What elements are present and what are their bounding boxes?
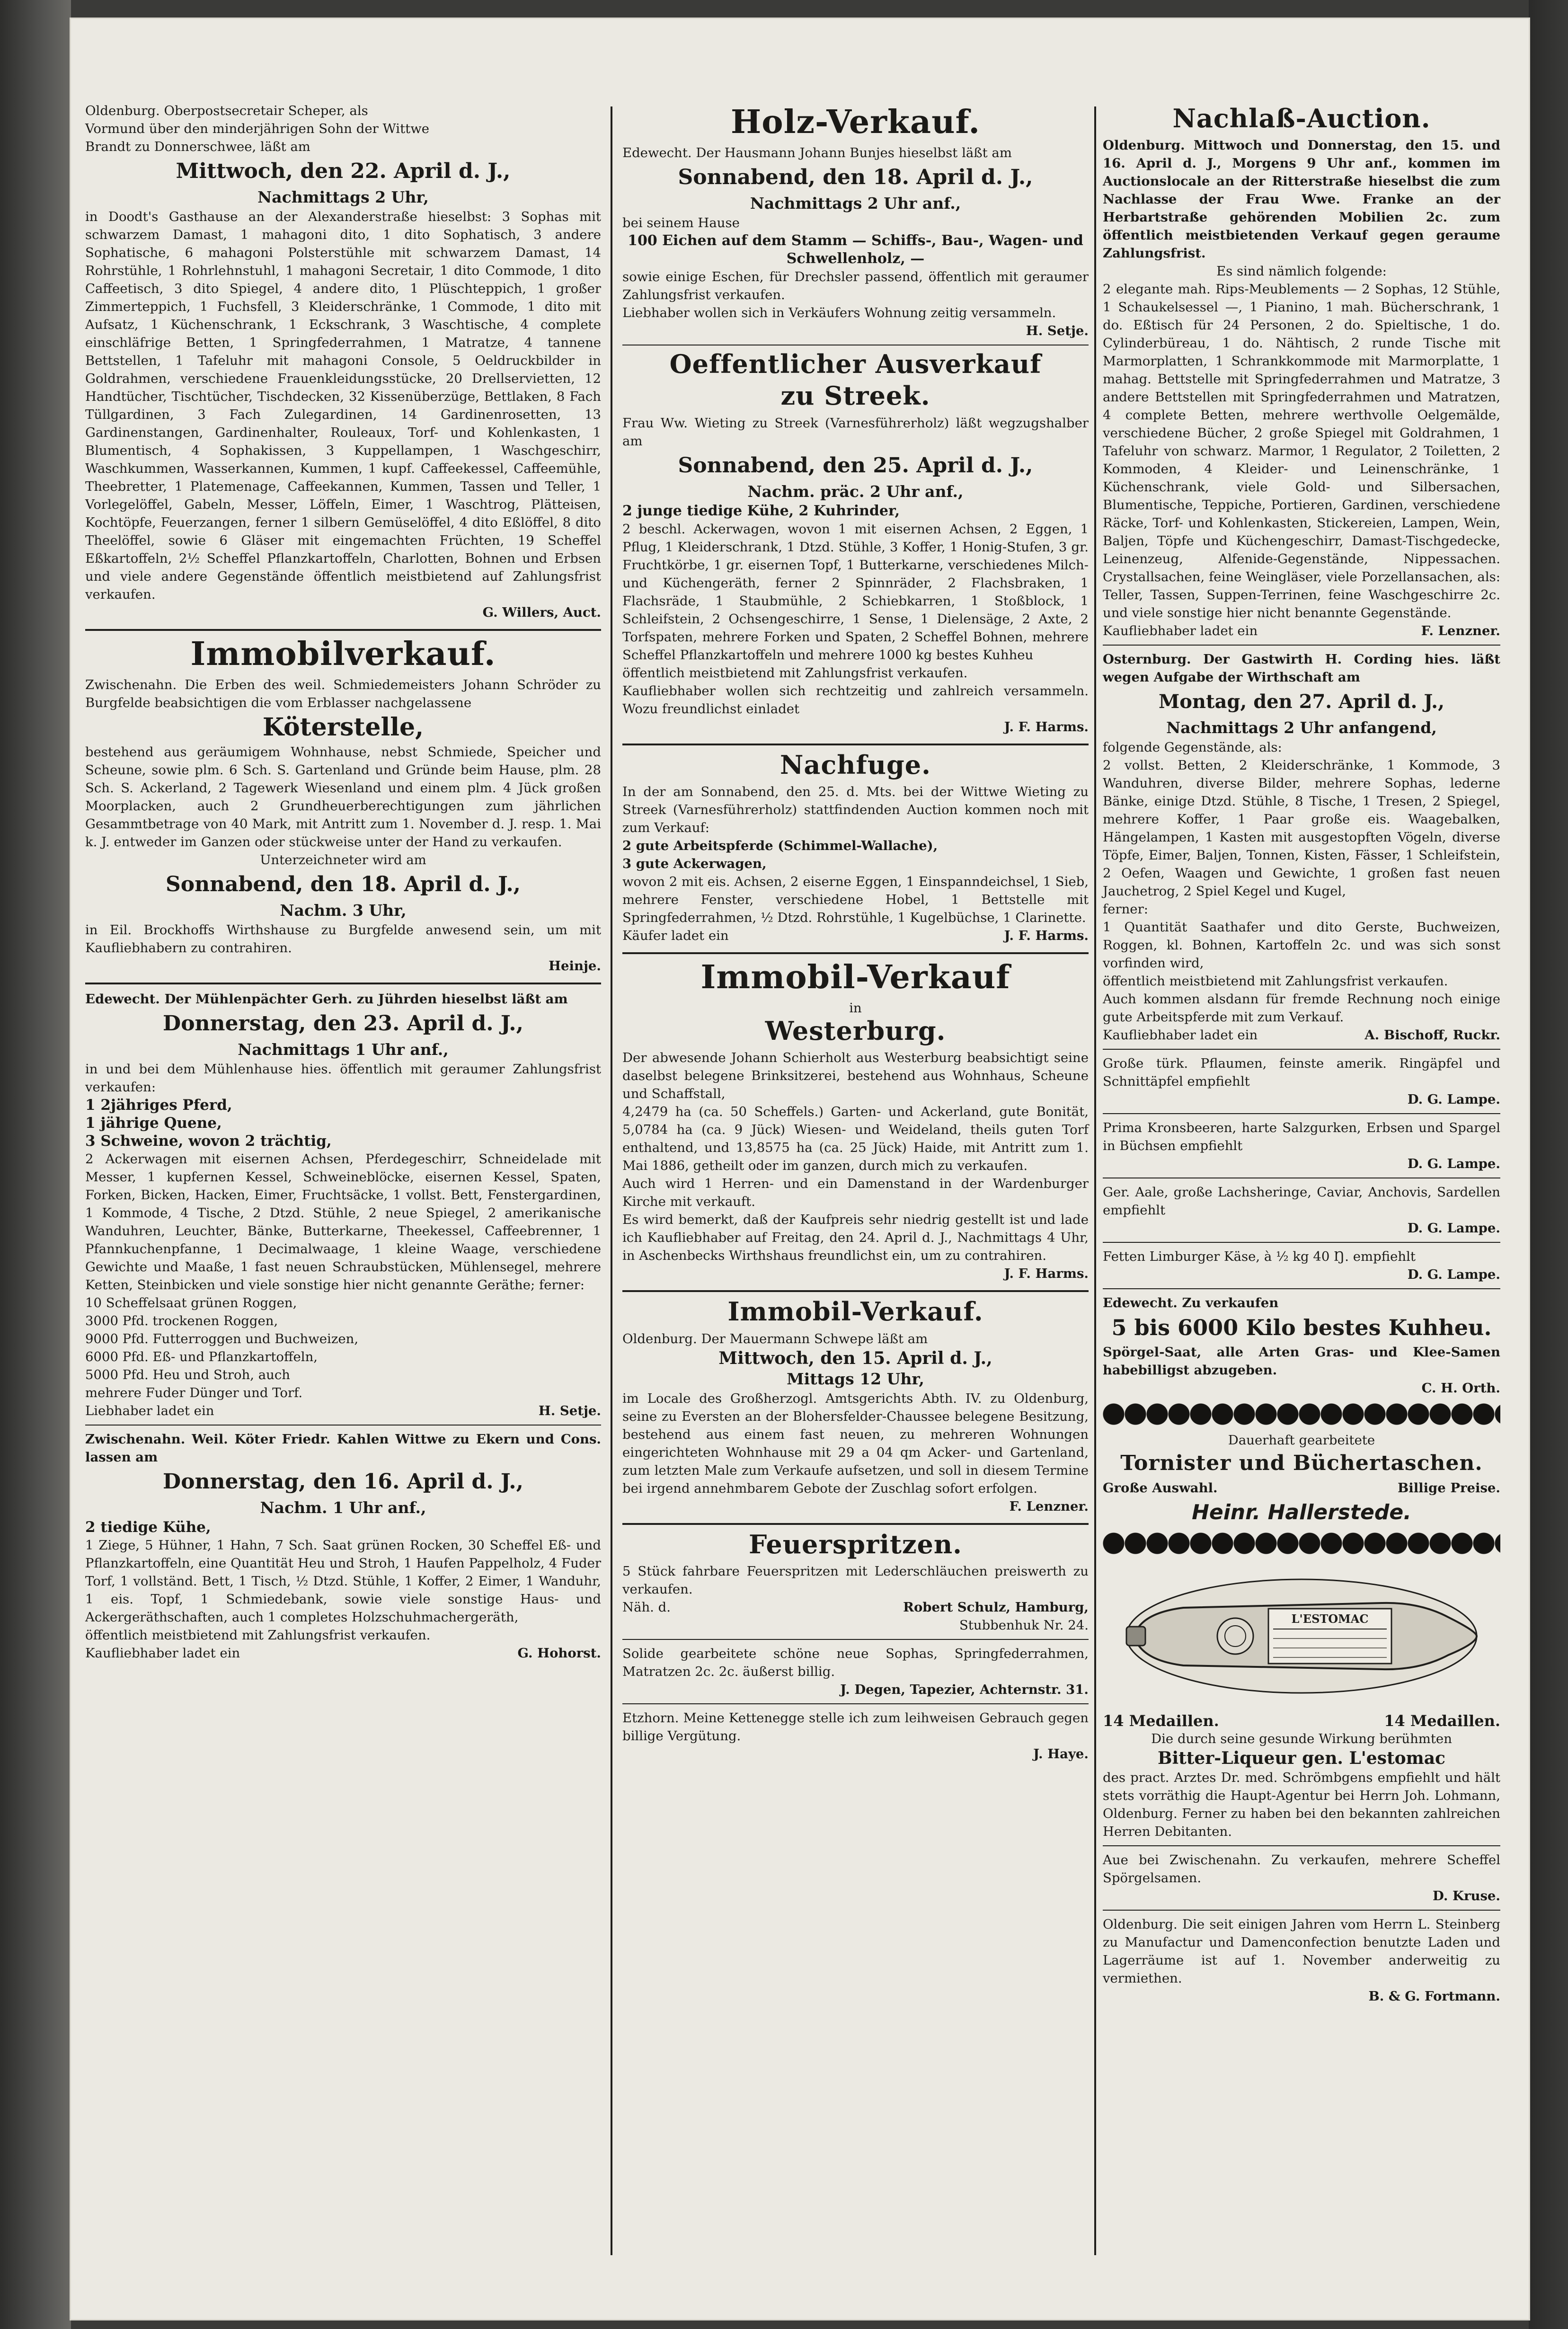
ad-cording-auction	[1103, 650, 1500, 1044]
ad-signature-line	[1103, 622, 1500, 640]
column-right	[1103, 102, 1500, 2009]
ad-haye	[622, 1709, 1089, 1763]
ad-body: sowie einige Eschen, für Drechsler passend, öffentlich mit geraumer Zahlungsfrist verkaufen.	[622, 269, 1089, 302]
ad-feuerspritzen	[622, 1531, 1089, 1634]
ad-headline: Immobil-Verkauf	[700, 958, 1010, 996]
ad-text: Dauerhaft gearbeitete	[1228, 1433, 1375, 1448]
ad-lampe-cheese	[1103, 1248, 1500, 1284]
ad-signature: J. F. Harms.	[1004, 1266, 1089, 1282]
ad-divider	[85, 983, 601, 984]
ad-divider	[622, 952, 1089, 954]
list-item: 5000 Pfd. Heu und Stroh, auch	[85, 1367, 290, 1382]
ad-body: 2 beschl. Ackerwagen, wovon 1 mit eisernen Achsen, 2 Eggen, 1 Pflug, 1 Kleiderschrank, 1 Dtzd. Stühle, 3 Koffer, 1 Honig-Stufen, 3 gr. Fruchtkörbe, 1 gr. eisernen Topf, 1 Butterkarne, verschiedenes Milch- und Küchengeräth, ferner 2 Spinnräder, 2 Flachsbraken, 1 Flachsräde, 1 Staubmühle, 2 Schiebkarren, 1 Stoßblock, 1 Schleifstein, 2 Ochsengeschirre, 1 Sense, 1 Dielensäge, 2 Axte, 2 Torfspaten, mehrere Forken und Spaten, 2 Scheffel Bohnen, mehrere Scheffel Pflanzkartoffeln und mehrere 1000 kg bestes Kuhheu	[622, 521, 1089, 663]
ad-body: in Doodt's Gasthause an der Alexanderstraße hieselbst: 3 Sophas mit schwarzem Damast, 1 mahagoni dito, 1 dito Sophatisch, 3 andere Sophatische, 6 mahagoni Polsterstühle mit schwarzem Damast, 14 Rohrstühle, 1 Rohrlehnstuhl, 1 mahagoni Secretair, 1 dito Commode, 1 dito Caffeetisch, 3 dito Spiegel, 4 andere dito, 1 Plüschteppich, 1 großer Zimmerteppich, 1 Fuchsfell, 3 Kleiderschränke, 1 Commode, 1 dito mit Aufsatz, 1 Küchenschrank, 1 Eckschrank, 3 Waschtische, 4 complete einschläfrige Betten, 1 Springfederrahmen, 1 Matratze, 4 tannene Bettstellen, 1 Tafeluhr mit mahagoni Console, 5 Oeldruckbilder in Goldrahmen, verschiedene Frauenkleidungsstücke, 20 Drellservietten, 12 Handtücher, Tischtücher, Tischdecken, 32 Kissenüberzüge, Bettlaken, 8 Fach Tüllgardinen, 3 Fach Zulegardinen, 14 Gardinenrosetten, 13 Gardinenstangen, Gardinenhalter, Rouleaux, Torf- und Kohlenkasten, 1 Blumentisch, 4 Sophakissen, 3 Kuppellampen, 1 Waschgeschirr, Waschkummen, Wasserkannen, Kummen, 1 kupf. Caffeekessel, Caffeemühle, Theebretter, 1 Platemenage, Caffeekannen, Kummen, Tassen und Teller, 1 Vorlegelöffel, Gabeln, Messer, Löffeln, Eimer, 1 Waschtrog, Plätteisen, Kochtöpfe, Feuerzangen, ferner 1 silbern Gemüselöffel, 4 dito Eßlöffel, 8 dito Theelöffel, sowie 6 Gläser mit eingemachten Früchten, 19 Scheffel Eßkartoffeln, 2½ Scheffel Pflanzkartoffeln, Charlotten, Bohnen und Erbsen und viele andere Gegenstände öffentlich meistbietend auf Zahlungsfrist verkaufen.	[85, 209, 601, 602]
auction-time: Nachmittags 1 Uhr anf.,	[238, 1040, 449, 1059]
ad-body: Zwischenahn. Die Erben des weil. Schmiedemeisters Johann Schröder zu Burgfelde beabsichtigen die vom Erblasser nachgelassene	[85, 677, 601, 710]
auction-date: Donnerstag, den 16. April d. J.,	[163, 1469, 523, 1494]
ad-medals	[1103, 1712, 1500, 1730]
ad-body: Frau Ww. Wieting zu Streek (Varnesführerholz) läßt wegzugshalber am	[622, 415, 1089, 449]
property-name: Köterstelle,	[262, 712, 424, 742]
auction-time: Nachmittags 2 Uhr anfangend,	[1166, 718, 1437, 737]
bottle-label: L'ESTOMAC	[1291, 1612, 1369, 1626]
ad-text: Oldenburg. Oberpostsecretair Scheper, als	[85, 103, 368, 118]
ad-headline: Feuerspritzen.	[749, 1529, 962, 1559]
ad-immobil-oldenburg	[622, 1298, 1089, 1515]
ad-headline: Nachlaß-Auction.	[1172, 103, 1431, 133]
column-rule	[611, 106, 612, 2255]
ad-text: Unterzeichneter wird am	[260, 852, 426, 868]
auction-date: Sonnabend, den 18. April d. J.,	[166, 872, 521, 896]
ad-signature: D. G. Lampe.	[1407, 1221, 1500, 1236]
ad-body: Prima Kronsbeeren, harte Salzgurken, Erbsen und Spargel in Büchsen empfiehlt	[1103, 1120, 1500, 1154]
auction-date: Donnerstag, den 23. April d. J.,	[163, 1011, 523, 1036]
ad-body: 1 Quantität Saathafer und dito Gerste, Buchweizen, Roggen, kl. Bohnen, Kartoffeln 2c. und was sich sonst vorfinden wird,	[1103, 920, 1500, 971]
ad-body: Oldenburg. Die seit einigen Jahren vom Herrn L. Steinberg zu Manufactur und Damenconfection benutzte Laden und Lagerräume ist auf 1. November anderweitig zu vermiethen.	[1103, 1916, 1500, 1986]
ad-text: folgende Gegenstände, als:	[1103, 740, 1282, 755]
ad-divider	[1103, 645, 1500, 646]
ad-highlight: 3 gute Ackerwagen,	[622, 856, 767, 871]
ad-text: in	[849, 1000, 862, 1016]
ad-text: Kaufliebhaber ladet ein	[85, 1645, 240, 1661]
ad-nachlass-auction	[1103, 105, 1500, 640]
ad-signature: D. G. Lampe.	[1407, 1267, 1500, 1283]
ad-text: Große Auswahl.	[1103, 1480, 1218, 1496]
ad-signature: J. Degen, Tapezier, Achternstr. 31.	[840, 1682, 1089, 1697]
ad-text: 14 Medaillen.	[1384, 1711, 1500, 1730]
ad-text: Brandt zu Donnerschwee, läßt am	[85, 139, 310, 154]
list-item: 9000 Pfd. Futterroggen und Buchweizen,	[85, 1331, 359, 1346]
ad-body: In der am Sonnabend, den 25. d. Mts. bei der Wittwe Wieting zu Streek (Varnesführerholz) stattfindenden Auction kommen noch mit zum Verkauf:	[622, 784, 1089, 835]
ad-body: Etzhorn. Meine Kettenegge stelle ich zum leihweisen Gebrauch gegen billige Vergütung.	[622, 1710, 1089, 1744]
list-item: 6000 Pfd. Eß- und Pflanzkartoffeln,	[85, 1349, 318, 1364]
ad-text: Käufer ladet ein	[622, 928, 729, 943]
auction-time: Mittags 12 Uhr,	[787, 1369, 924, 1388]
ad-text: Kaufliebhaber ladet ein	[1103, 1027, 1258, 1043]
ad-signature-line	[85, 1402, 601, 1420]
ad-body: Oldenburg. Der Mauermann Schwepe läßt am	[622, 1331, 928, 1346]
ad-body: des pract. Arztes Dr. med. Schrömbgens empfiehlt und hält stets vorräthig die Haupt-Agentur bei Herrn Joh. Lohmann, Oldenburg. Ferner zu haben bei den bekannten zahlreichen Herren Debitanten.	[1103, 1770, 1500, 1839]
ad-body: Ger. Aale, große Lachsheringe, Caviar, Anchovis, Sardellen empfiehlt	[1103, 1185, 1500, 1218]
ad-body: Spörgel-Saat, alle Arten Gras- und Klee-Samen habebilligst abzugeben.	[1103, 1345, 1500, 1378]
ad-body: wovon 2 mit eis. Achsen, 2 eiserne Eggen, 1 Einspanndeichsel, 1 Sieb, mehrere Fenster, verschiedene Hobel, 1 Bettstelle mit Springfederrahmen, ½ Dtzd. Rohrstühle, 1 Kugelbüchse, 1 Clarinette.	[622, 874, 1089, 925]
ad-signature: G. Willers, Auct.	[482, 605, 601, 620]
ad-signature: A. Bischoff, Ruckr.	[1364, 1027, 1500, 1043]
auction-date: Montag, den 27. April d. J.,	[1158, 691, 1445, 713]
ad-text: Näh. d.	[622, 1599, 671, 1615]
ad-scheper-auction	[85, 102, 601, 621]
list-item: 10 Scheffelsaat grünen Roggen,	[85, 1295, 297, 1311]
ad-body: Oldenburg. Mittwoch und Donnerstag, den 15. und 16. April d. J., Morgens 9 Uhr anf., kommen im Auctionslocale an der Ritterstraße hieselbst die zum Nachlasse der Frau Wwe. Franke an der Herbartstraße gehörenden Mobilien 2c. zum öffentlich meistbietenden Verkauf gegen geraume Zahlungsfrist.	[1103, 138, 1500, 261]
ad-divider	[1103, 1049, 1500, 1050]
ad-holz-verkauf	[622, 105, 1089, 340]
ad-headline: Oeffentlicher Ausverkauf	[669, 348, 1042, 379]
ad-lampe-fish	[1103, 1183, 1500, 1237]
merchant-name: Heinr. Hallerstede.	[1192, 1500, 1411, 1524]
ad-body: Edewecht. Der Hausmann Johann Bunjes hieselbst läßt am	[622, 145, 1012, 160]
ad-body: bestehend aus geräumigem Wohnhause, nebst Schmiede, Speicher und Scheune, sowie plm. 6 Sch. S. Gartenland und Gründe beim Hause, plm. 28 Sch. S. Ackerland, 2 Tagewerk Wiesenland und einem plm. 4 Jück großen Moorplacken, auch 2 Grundheuerberechtigungen zum jährlichen Gesammtbetrage von 40 Mark, mit Antritt zum 1. November d. J. resp. 1. Mai k. J. entweder im Ganzen oder stückweise unter der Hand zu verkaufen.	[85, 744, 601, 850]
ad-divider	[85, 1425, 601, 1426]
auction-time: Nachm. präc. 2 Uhr anf.,	[747, 482, 964, 501]
ad-kahlen-auction	[85, 1430, 601, 1662]
ad-tornister	[1103, 1431, 1500, 1526]
ad-body: in und bei dem Mühlenhause hies. öffentlich mit geraumer Zahlungsfrist verkaufen:	[85, 1061, 601, 1095]
ad-body: im Locale des Großherzogl. Amtsgerichts Abth. IV. zu Oldenburg, seine zu Eversten an der Blohersfelder-Chaussee belegene Besitzung, bestehend aus einem fast neuen, zu mehreren Wohnungen eingerichteten Wohnhause mit 29 a 04 qm Acker- und Gartenland, zum letzten Male zum Verkaufe aufsetzen, und soll in diesem Termine bei irgend annehmbarem Gebote der Zuschlag sofort erfolgen.	[622, 1390, 1089, 1496]
list-item: 2 tiedige Kühe,	[85, 1518, 211, 1536]
auction-date: Sonnabend, den 18. April d. J.,	[678, 165, 1033, 189]
ad-degen	[622, 1645, 1089, 1699]
ad-divider	[1103, 1113, 1500, 1114]
ad-nachfuge	[622, 751, 1089, 945]
ad-body: Zwischenahn. Weil. Köter Friedr. Kahlen Wittwe zu Ekern und Cons. lassen am	[85, 1431, 601, 1465]
ad-signature: C. H. Orth.	[1421, 1381, 1500, 1396]
ad-signature: D. Kruse.	[1433, 1888, 1500, 1904]
ad-signature: Heinje.	[549, 958, 601, 974]
ad-divider	[85, 629, 601, 631]
ad-signature: Robert Schulz, Hamburg,	[903, 1599, 1089, 1615]
ad-body: 1 Ziege, 5 Hühner, 1 Hahn, 7 Sch. Saat grünen Rocken, 30 Scheffel Eß- und Pflanzkartoffeln, eine Quantität Heu und Stroh, 1 Haufen Pappelholz, 4 Fuder Torf, 1 vollständ. Bett, 1 Tisch, ½ Dtzd. Stühle, 1 Koffer, 2 Eimer, 1 Wanduhr, 1 eis. Topf, 1 Schmiedebank, sowie viele sonstige Haus- und Ackergeräthschaften, auch 1 completes Holzschuhmachergeräth,	[85, 1537, 601, 1625]
ad-address: Stubbenhuk Nr. 24.	[959, 1617, 1089, 1633]
ad-body: 2 Ackerwagen mit eisernen Achsen, Pferdegeschirr, Schneidelade mit Messer, 1 kupfernen Kessel, Schweineblöcke, eisernen Kessel, Spaten, Forken, Bicken, Hacken, Eimer, Fruchtsäcke, 1 vollst. Bett, Fenstergardinen, 1 Kommode, 4 Tische, 2 Dtzd. Stühle, 2 neue Spiegel, 2 amerikanische Wanduhren, Leuchter, Bänke, Butterkarne, Theekessel, Caffeebrenner, 1 Pfannkuchenpfanne, 1 Decimalwaage, 1 kleine Waage, verschiedene Gewichte und Maaße, 1 fast neuen Schraubstücken, Mühlensegel, mehrere Ketten, Steinbicken und viele sonstige hier nicht genannte Geräthe; ferner:	[85, 1151, 601, 1293]
ad-signature: D. G. Lampe.	[1407, 1156, 1500, 1172]
ad-body: 2 vollst. Betten, 2 Kleiderschränke, 1 Kommode, 3 Wanduhren, diverse Bilder, mehrere Sophas, lederne Bänke, einige Dtzd. Stühle, 8 Tische, 1 Tresen, 2 Spiegel, mehrere Koffer, 1 Paar große eis. Waagebalken, Hängelampen, 1 Kasten mit ausgestopften Vögeln, diverse Töpfe, Eimer, Baljen, Tonnen, Kisten, Fässer, 1 Schleifstein, 2 Oefen, Waagen und Gewichte, 1 großen fast neuen Jauchetrog, 2 Spiel Kegel und Kugel,	[1103, 758, 1500, 899]
ad-text: Vormund über den minderjährigen Sohn der Wittwe	[85, 121, 430, 136]
ad-headline: Immobilverkauf.	[190, 635, 496, 673]
ad-body: Liebhaber wollen sich in Verkäufers Wohnung zeitig versammeln.	[622, 305, 1056, 320]
ad-divider	[622, 1523, 1089, 1525]
ad-signature-line	[1103, 1026, 1500, 1044]
bottle-illustration	[1117, 1560, 1486, 1707]
page-binding	[0, 0, 71, 2329]
ad-body: Fetten Limburger Käse, à ½ kg 40 Ŋ. empfiehlt	[1103, 1249, 1416, 1265]
ad-signature-line	[85, 1644, 601, 1662]
ad-kruse	[1103, 1851, 1500, 1905]
ad-immobil-westerburg	[622, 960, 1089, 1283]
ad-signature-line	[622, 1598, 1089, 1616]
ad-signature: D. G. Lampe.	[1407, 1092, 1500, 1107]
ad-divider	[1103, 1288, 1500, 1289]
list-item: 3000 Pfd. trockenen Roggen,	[85, 1313, 278, 1328]
ad-highlight: 2 junge tiedige Kühe, 2 Kuhrinder,	[622, 502, 900, 519]
list-item: mehrere Fuder Dünger und Torf.	[85, 1385, 303, 1400]
ad-body: Es wird bemerkt, daß der Kaufpreis sehr niedrig gestellt ist und lade ich Kaufliebhaber auf Freitag, den 24. April d. J., Nachmittags 4 Uhr, in Aschenbecks Wirthshaus freundlichst ein, um zu contrahiren.	[622, 1212, 1089, 1264]
ad-divider	[1103, 1242, 1500, 1243]
ad-divider	[622, 1639, 1089, 1640]
ad-body: öffentlich meistbietend mit Zahlungsfrist verkaufen.	[1103, 974, 1448, 989]
decorative-bead-border	[1103, 1402, 1500, 1426]
ad-divider	[622, 1290, 1089, 1292]
auction-time: Nachm. 3 Uhr,	[280, 901, 407, 920]
list-item: 3 Schweine, wovon 2 trächtig,	[85, 1132, 332, 1150]
ad-body: 5 Stück fahrbare Feuerspritzen mit Lederschläuchen preiswerth zu verkaufen.	[622, 1563, 1089, 1597]
ad-body: 4,2479 ha (ca. 50 Scheffels.) Garten- und Ackerland, gute Bonität, 5,0784 ha (ca. 9 Jück) Wiesen- und Weideland, theils guten Torf enthaltend, und 13,8575 ha (ca. 25 Jück) Haide, mit Antritt zum 1. Mai 1886, getheilt oder im ganzen, durch mich zu verkaufen.	[622, 1104, 1089, 1174]
ad-signature: J. F. Harms.	[1004, 719, 1089, 735]
ad-text: Die durch seine gesunde Wirkung berühmten	[1151, 1731, 1452, 1746]
auction-date: Sonnabend, den 25. April d. J.,	[678, 453, 1033, 478]
ad-text: Kaufliebhaber ladet ein	[1103, 623, 1258, 639]
auction-time: Nachmittags 2 Uhr,	[257, 188, 429, 206]
ad-ausverkauf-streek	[622, 350, 1089, 736]
ad-headline: Nachfuge.	[780, 749, 931, 780]
ad-mill-auction	[85, 990, 601, 1420]
ad-body: öffentlich meistbietend mit Zahlungsfrist verkaufen.	[622, 665, 968, 681]
auction-date: Mittwoch, den 15. April d. J.,	[718, 1348, 992, 1368]
ad-signature: J. F. Harms.	[1004, 928, 1089, 943]
ad-body: in Eil. Brockhoffs Wirthshause zu Burgfelde anwesend sein, um mit Kaufliebhabern zu contrahiren.	[85, 922, 601, 956]
ad-divider	[622, 744, 1089, 745]
ad-signature: H. Setje.	[538, 1403, 601, 1418]
ad-signature: J. Haye.	[1033, 1746, 1089, 1762]
ad-body: Auch kommen alsdann für fremde Rechnung noch einige gute Arbeitspferde mit zum Verkauf.	[1103, 992, 1500, 1025]
product-name: Bitter-Liqueur gen. L'estomac	[1158, 1748, 1445, 1768]
ad-body: Solide gearbeitete schöne neue Sophas, Springfederrahmen, Matratzen 2c. 2c. äußerst billig.	[622, 1646, 1089, 1679]
ad-highlight: 100 Eichen auf dem Stamm — Schiffs-, Bau-, Wagen- und Schwellenholz, —	[628, 232, 1083, 267]
ad-immobilverkauf	[85, 637, 601, 975]
ad-body: Auch wird 1 Herren- und ein Damenstand in der Wardenburger Kirche mit verkauft.	[622, 1176, 1089, 1210]
list-item: 1 2jähriges Pferd,	[85, 1096, 232, 1114]
ad-signature-line	[622, 927, 1089, 945]
ad-text: Billige Preise.	[1398, 1480, 1500, 1496]
ad-text: Es sind nämlich folgende:	[1216, 264, 1387, 279]
ad-text: 14 Medaillen.	[1103, 1711, 1219, 1730]
ad-body: bei seinem Hause	[622, 215, 740, 230]
ad-tagline	[1103, 1479, 1500, 1497]
ad-headline: Immobil-Verkauf.	[727, 1296, 983, 1327]
auction-time: Nachm. 1 Uhr anf.,	[260, 1498, 426, 1517]
ad-divider	[622, 1703, 1089, 1704]
ad-divider	[1103, 1910, 1500, 1911]
column-middle	[622, 102, 1089, 1767]
ad-body: Osternburg. Der Gastwirth H. Cording hies. läßt wegen Aufgabe der Wirthschaft am	[1103, 652, 1500, 685]
ad-orth-hay	[1103, 1294, 1500, 1397]
ad-signature: G. Hohorst.	[517, 1645, 601, 1661]
ad-body: 2 elegante mah. Rips-Meublements — 2 Sophas, 12 Stühle, 1 Schaukelsessel —, 1 Pianino, 1 mah. Bücherschrank, 1 do. Eßtisch für 24 Personen, 2 do. Spieltische, 1 do. Cylinderbüreau, 1 do. Nähtisch, 2 runde Tische mit Marmorplatten, 1 Schrankkommode mit Marmorplatte, 1 mahag. Bettstelle mit Springfederrahmen und Matratze, 3 andere Bettstellen mit Springfederrahmen und Matratzen, 4 complete Betten, mehrere werthvolle Oelgemälde, verschiedene Bücher, 2 große Spiegel mit Goldrahmen, 1 Tafeluhr von schwarz. Marmor, 1 Regulator, 2 Toiletten, 2 Kommoden, 4 Kleider- und Leinenschränke, 1 Küchenschrank, viele Gold- und Silbersachen, Blumentische, Teppiche, Portieren, Gardinen, verschiedene Räcke, Torf- und Kohlenkasten, Stickereien, Lampen, Wein, Baljen, Töpfe und Küchengeschirr, Damast-Tischgedecke, Leinenzeug, Alfenide-Gegenstände, Nippessachen. Crystallsachen, feine Weingläser, viele Porzellansachen, als: Teller, Tassen, Suppen-Terrinen, feine Waschgeschirre 2c. und viele sonstige hier nicht benannte Gegenstände.	[1103, 282, 1500, 621]
ad-signature: F. Lenzner.	[1421, 623, 1500, 639]
ad-body: Aue bei Zwischenahn. Zu verkaufen, mehrere Scheffel Spörgelsamen.	[1103, 1852, 1500, 1886]
decorative-bead-border	[1103, 1531, 1500, 1556]
ad-lampe-fruit	[1103, 1054, 1500, 1108]
ad-body: Edewecht. Zu verkaufen	[1103, 1295, 1279, 1311]
ad-bitter-liqueur	[1103, 1560, 1500, 1841]
page-edge	[1529, 0, 1568, 2329]
ad-body: Große türk. Pflaumen, feinste amerik. Ringäpfel und Schnittäpfel empfiehlt	[1103, 1056, 1500, 1089]
ad-lampe-preserves	[1103, 1119, 1500, 1173]
list-item: 1 jährige Quene,	[85, 1114, 222, 1132]
ad-place: Westerburg.	[765, 1015, 946, 1046]
column-rule	[1094, 106, 1096, 2255]
ad-headline: Holz-Verkauf.	[730, 103, 981, 141]
ad-text: Liebhaber ladet ein	[85, 1403, 214, 1418]
ad-signature: H. Setje.	[1026, 323, 1089, 338]
ad-body: Kaufliebhaber wollen sich rechtzeitig und zahlreich versammeln. Wozu freundlichst einladet	[622, 683, 1089, 717]
ad-body: öffentlich meistbietend mit Zahlungsfrist verkaufen.	[85, 1627, 431, 1643]
ad-signature: F. Lenzner.	[1009, 1498, 1089, 1514]
ad-body: Der abwesende Johann Schierholt aus Westerburg beabsichtigt seine daselbst belegene Brinksitzerei, bestehend aus Wohnhaus, Scheune und Schaffstall,	[622, 1050, 1089, 1102]
ad-highlight: 2 gute Arbeitspferde (Schimmel-Wallache),	[622, 838, 938, 853]
ad-divider	[1103, 1845, 1500, 1846]
ad-signature: B. & G. Fortmann.	[1368, 1988, 1500, 2004]
column-left	[85, 102, 601, 1666]
ad-body: Edewecht. Der Mühlenpächter Gerh. zu Jührden hieselbst läßt am	[85, 991, 568, 1007]
ad-highlight: 5 bis 6000 Kilo bestes Kuhheu.	[1111, 1315, 1492, 1341]
auction-date: Mittwoch, den 22. April d. J.,	[176, 159, 511, 183]
ad-fortmann	[1103, 1915, 1500, 2005]
ad-text: ferner:	[1103, 902, 1148, 917]
ad-subheadline: zu Streek.	[780, 381, 930, 411]
auction-time: Nachmittags 2 Uhr anf.,	[750, 194, 961, 213]
ad-headline: Tornister und Büchertaschen.	[1120, 1451, 1483, 1476]
